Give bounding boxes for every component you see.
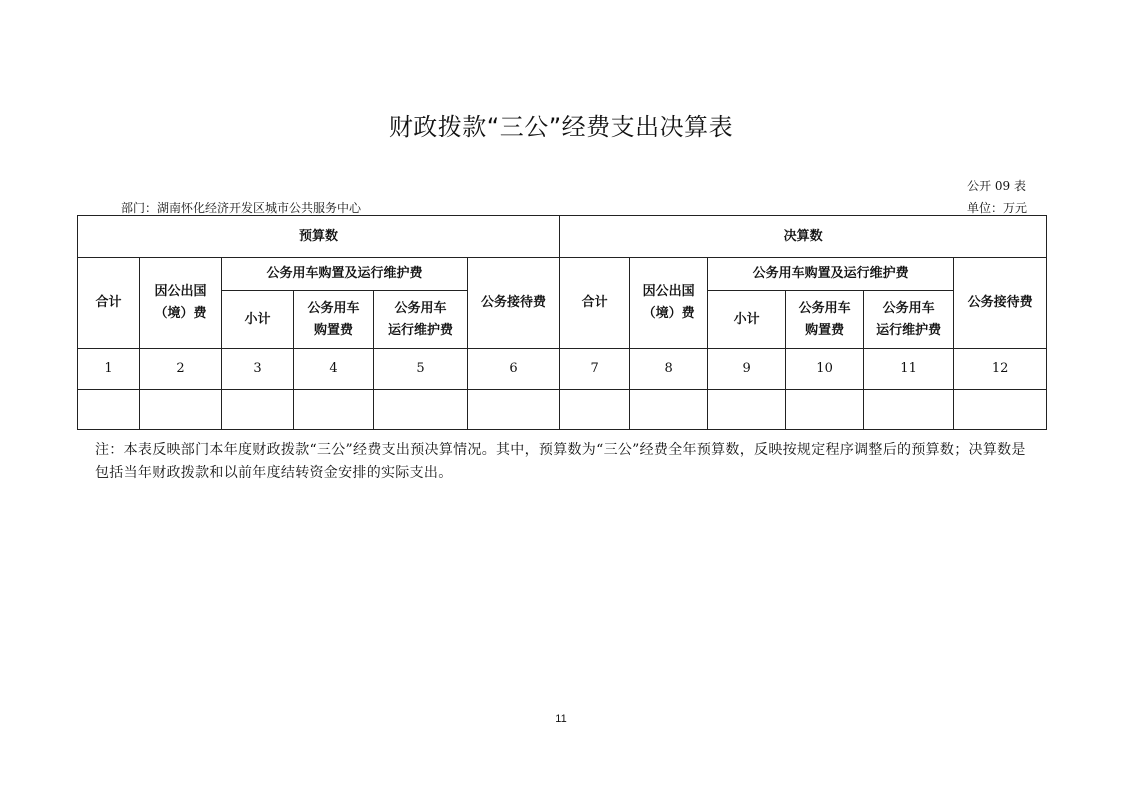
final-abroad-header: [630, 258, 708, 349]
table-cell: [630, 390, 708, 430]
budget-subtotal-header: 小计: [222, 291, 294, 349]
column-number: 2: [140, 349, 222, 390]
column-number: 9: [708, 349, 786, 390]
column-number: 5: [374, 349, 468, 390]
budget-purchase-line1: 公务用车: [307, 300, 360, 316]
table-cell: [294, 390, 374, 430]
form-number: 公开 09 表: [967, 179, 1026, 193]
table-cell: [708, 390, 786, 430]
final-abroad-line2: （境）费: [642, 306, 695, 321]
budget-abroad-header: [140, 258, 222, 349]
table-header-row-1: [78, 216, 1047, 258]
table-note: 注：本表反映部门本年度财政拨款“三公”经费支出预决算情况。其中，预算数为“三公”经费全年预算数，反映按规定程序调整后的预算数；决算数是包括当年财政拨款和以前年度结转资金安排的实际支出。: [95, 442, 1026, 481]
column-number: 11: [864, 349, 954, 390]
column-number: 8: [630, 349, 708, 390]
page-title: 财政拨款“三公”经费支出决算表: [388, 113, 734, 141]
column-number: 12: [954, 349, 1047, 390]
final-subtotal-header: 小计: [708, 291, 786, 349]
final-header: 决算数: [560, 216, 1047, 258]
budget-vehicle-group-header: 公务用车购置及运行维护费: [222, 258, 468, 291]
column-number: 7: [560, 349, 630, 390]
column-number-row: [78, 349, 1047, 390]
final-purchase-line2: 购置费: [805, 322, 845, 338]
budget-abroad-line2: （境）费: [154, 306, 207, 321]
budget-total-header: 合计: [78, 258, 140, 349]
budget-purchase-line2: 购置费: [313, 322, 353, 338]
expenditure-table: [77, 215, 1047, 430]
table-cell: [786, 390, 864, 430]
table-cell: [468, 390, 560, 430]
final-purchase-line1: 公务用车: [798, 300, 851, 316]
final-total-header: 合计: [560, 258, 630, 349]
table-cell: [374, 390, 468, 430]
final-reception-header: 公务接待费: [954, 258, 1047, 349]
table-cell: [140, 390, 222, 430]
column-number: 3: [222, 349, 294, 390]
unit-label: 单位：万元: [966, 201, 1027, 215]
final-operation-line2: 运行维护费: [876, 322, 942, 338]
department-label: 部门：湖南怀化经济开发区城市公共服务中心: [121, 201, 362, 215]
final-operation-line1: 公务用车: [882, 300, 935, 316]
page-number: 11: [555, 713, 567, 725]
final-abroad-line1: 因公出国: [642, 284, 695, 299]
final-vehicle-group-header: 公务用车购置及运行维护费: [708, 258, 954, 291]
budget-operation-header: [374, 291, 468, 349]
table-cell: [560, 390, 630, 430]
column-number: 6: [468, 349, 560, 390]
budget-operation-line2: 运行维护费: [387, 322, 453, 338]
column-number: 10: [786, 349, 864, 390]
budget-reception-header: 公务接待费: [468, 258, 560, 349]
table-cell: [954, 390, 1047, 430]
final-operation-header: [864, 291, 954, 349]
final-purchase-header: [786, 291, 864, 349]
table-cell: [78, 390, 140, 430]
table-cell: [864, 390, 954, 430]
table-header-row-2: [78, 258, 1047, 291]
table-row: [78, 390, 1047, 430]
budget-abroad-line1: 因公出国: [154, 284, 207, 299]
budget-purchase-header: [294, 291, 374, 349]
column-number: 4: [294, 349, 374, 390]
budget-operation-line1: 公务用车: [394, 300, 447, 316]
budget-header: 预算数: [78, 216, 560, 258]
column-number: 1: [78, 349, 140, 390]
table-cell: [222, 390, 294, 430]
